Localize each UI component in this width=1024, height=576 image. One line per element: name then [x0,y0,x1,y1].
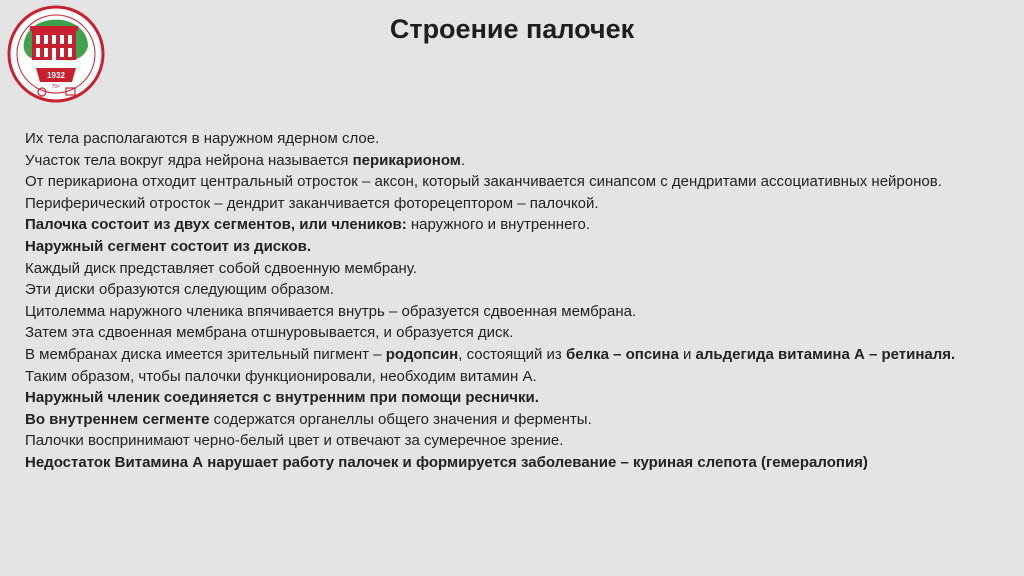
bold-segment: Наружный сегмент состоит из дисков. [25,237,311,255]
text-segment: Эти диски образуются следующим образом. [25,281,334,299]
logo-year: 1932 [47,71,65,80]
text-segment: и [678,345,696,363]
text-line [25,279,975,301]
text-line [25,236,975,258]
bold-segment: Недостаток Витамина А нарушает работу палочек и формируется заболевание – куриная слепота (гемералопия) [25,453,868,471]
text-segment: , состоящий из [458,345,566,363]
bold-segment: перикарионом [352,151,461,169]
text-segment: Затем эта сдвоенная мембрана отшнуровывается, и образуется диск. [25,324,514,342]
text-line [25,258,975,280]
bold-segment: Наружный членик соединяется с внутренним при помощи реснички. [25,389,539,407]
text-segment: В мембранах диска имеется зрительный пигмент – [25,345,386,363]
bold-segment: Палочка состоит из двух сегментов, или члеников: [25,216,407,234]
text-line [25,387,975,409]
text-line [25,171,975,193]
slide-body-text [25,128,975,474]
text-segment: Цитолемма наружного членика впячивается внутрь – образуется сдвоенная мембрана. [25,302,637,320]
text-line [25,452,975,474]
text-line [25,322,975,344]
text-segment: Каждый диск представляет собой сдвоенную мембрану. [25,259,417,277]
text-line [25,301,975,323]
text-segment: Палочки воспринимают черно-белый цвет и отвечают за сумеречное зрение. [25,432,564,450]
text-line [25,150,975,172]
bold-segment: родопсин [385,345,459,363]
text-segment: Периферический отросток – дендрит заканчивается фоторецептором – палочкой. [25,194,599,212]
text-segment: От перикариона отходит центральный отросток – аксон, который заканчивается синапсом с дендритами ассоциативных нейронов. [25,173,942,191]
text-segment: Их тела располагаются в наружном ядерном слое. [25,130,380,147]
logo-years-badge: 70+ [51,84,61,90]
text-line [25,409,975,431]
bold-segment: Во внутреннем сегменте [25,410,210,428]
text-segment: содержатся органеллы общего значения и ферменты. [209,410,592,428]
text-line [25,128,975,150]
slide-title: Строение палочек [389,14,635,44]
bold-segment: альдегида витамина А – ретиналя. [695,345,956,363]
text-segment: . [460,151,466,169]
text-line [25,214,975,236]
text-line [25,193,975,215]
text-segment: Таким образом, чтобы палочки функционировали, необходим витамин А. [25,367,537,385]
text-segment: наружного и внутреннего. [406,216,591,234]
bold-segment: белка – опсина [565,345,679,363]
text-segment: Участок тела вокруг ядра нейрона называется [25,151,353,169]
text-line [25,430,975,452]
text-line [25,366,975,388]
text-line [25,344,975,366]
